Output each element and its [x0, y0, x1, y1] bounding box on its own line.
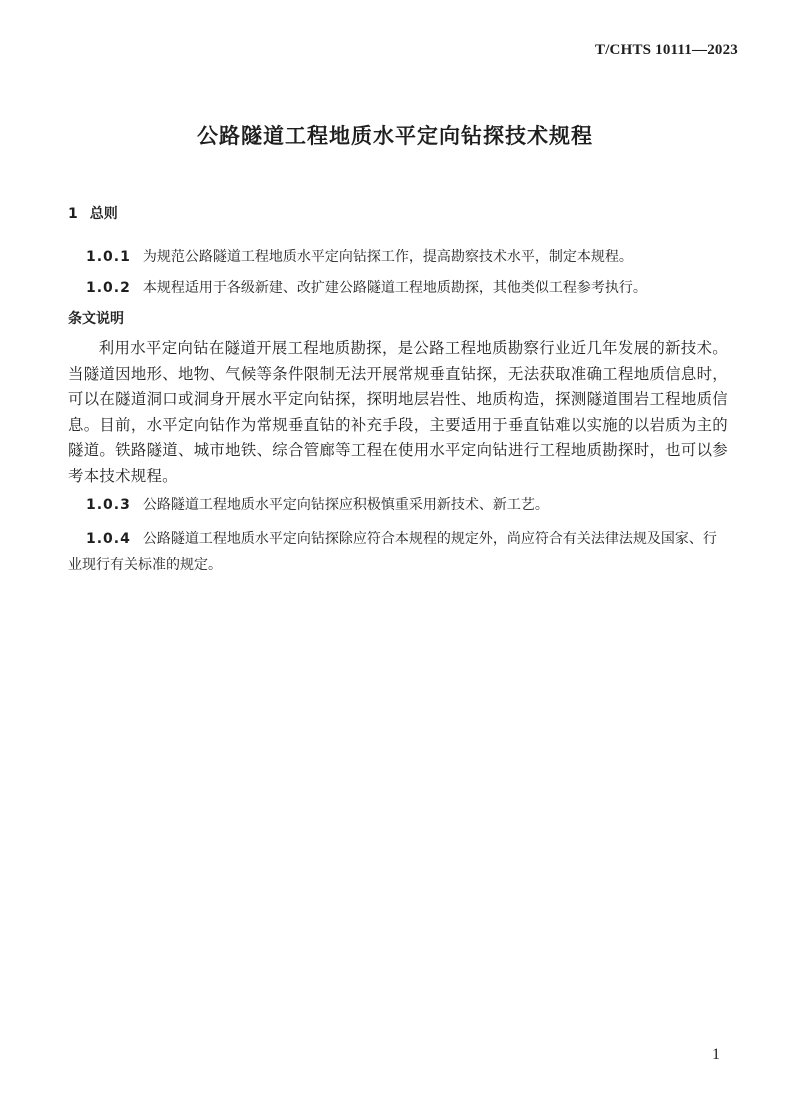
- clause-text: 公路隧道工程地质水平定向钻探除应符合本规程的规定外，尚应符合有关法律法规及国家、行业现行有关标准的规定。: [68, 531, 717, 573]
- clause-1-0-3: [68, 491, 728, 520]
- document-title: 公路隧道工程地质水平定向钻探技术规程: [197, 124, 593, 148]
- clause-text: 本规程适用于各级新建、改扩建公路隧道工程地质勘探，其他类似工程参考执行。: [142, 280, 647, 296]
- clause-number: 1.0.4: [86, 531, 131, 547]
- chapter-title: 总则: [89, 206, 118, 222]
- clause-number: 1.0.3: [86, 497, 131, 513]
- chapter-number: 1: [68, 206, 78, 222]
- clause-number: 1.0.1: [86, 249, 131, 265]
- explanation-heading: 条文说明: [68, 311, 124, 327]
- explanation-text: 利用水平定向钻在隧道开展工程地质勘探，是公路工程地质勘察行业近几年发展的新技术。当隧道因地形、地物、气候等条件限制无法开展常规垂直钻探，无法获取准确工程地质信息时，可以在隧道洞口或洞身开展水平定向钻探，探明地层岩性、地质构造，探测隧道围岩工程地质信息。目前，水平定向钻作为常规垂直钻的补充手段，主要适用于垂直钻难以实施的以岩质为主的隧道。铁路隧道、城市地铁、综合管廊等工程在使用水平定向钻进行工程地质勘探时，也可以参考本技术规程。: [68, 339, 728, 485]
- chapter-heading: [68, 203, 118, 223]
- clause-number: 1.0.2: [86, 280, 131, 296]
- clause-1-0-4: [68, 526, 728, 578]
- standard-code: T/CHTS 10111—2023: [594, 42, 738, 58]
- clause-1-0-1: [68, 243, 728, 272]
- page-number: 1: [712, 1046, 720, 1063]
- clause-text: 为规范公路隧道工程地质水平定向钻探工作，提高勘察技术水平，制定本规程。: [142, 249, 633, 265]
- clause-text: 公路隧道工程地质水平定向钻探应积极慎重采用新技术、新工艺。: [142, 497, 549, 513]
- clause-1-0-2: [68, 274, 728, 303]
